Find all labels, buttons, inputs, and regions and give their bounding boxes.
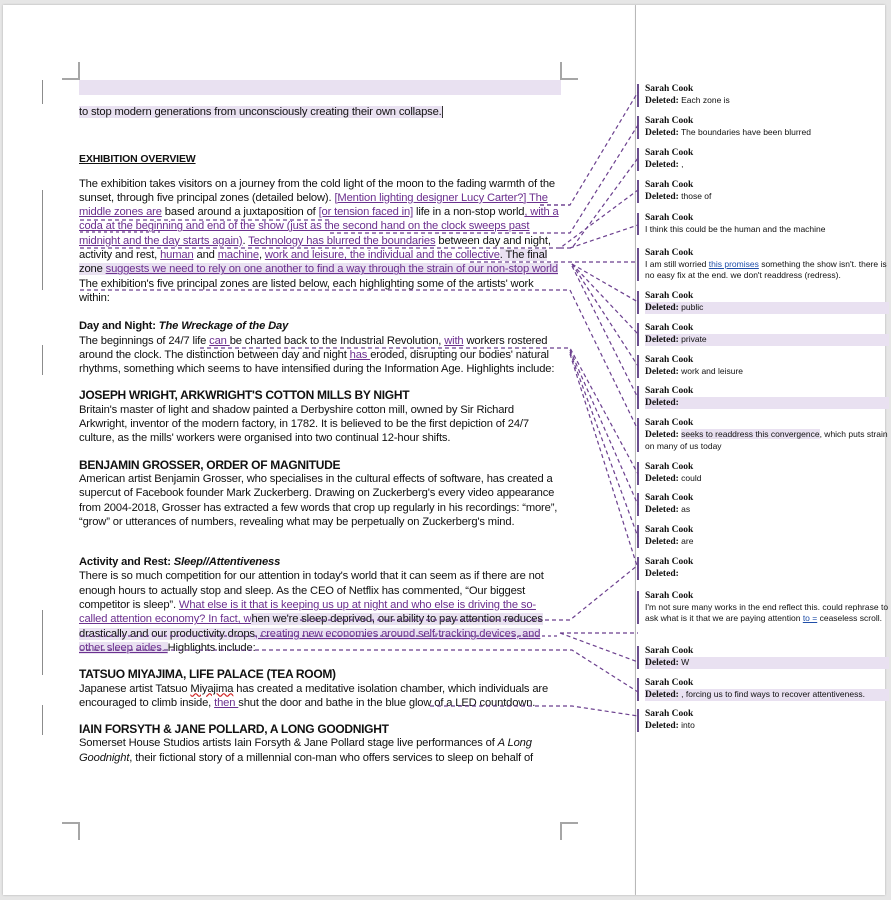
tracked-insertion[interactable]: [or tension faced in] xyxy=(318,206,414,219)
zone-paragraph-day-night: The beginnings of 24/7 life can be charted back to the Industrial Revolution, with workers rostered around the clock. The distinction between day and night has eroded, disrupting our bodies' natural rhythms, something which seems to have intensified during the Information Age. Highlights include: xyxy=(79,334,555,376)
tracked-insertion[interactable]: machine xyxy=(217,249,259,262)
revision-balloon[interactable]: Sarah Cook Deleted: Each zone is xyxy=(637,84,889,107)
spelling-error[interactable]: Miyajima xyxy=(190,682,234,695)
revision-balloon[interactable]: Sarah Cook Deleted: xyxy=(637,557,889,580)
overview-paragraph: The exhibition takes visitors on a journey from the cold light of the moon to the fading warmth of the sunset, through five principal zones (detailed below). [Mention lighting designer Lucy Carter?] The middle zones are based around a juxtaposition of [or tension faced in] life in a non-stop world, with a coda at the beginning and end of the show (just as the second hand on the clock sweeps past midnight and the day starts again). Technology has blurred the boundaries between day and night, activity and rest, human and machine, work and leisure, the individual and the collective. The final zone suggests we need to rely on one another to find a way through the strain of our non-stop world xyxy=(79,177,559,276)
tracked-insertion[interactable]: work and leisure, the individual and the collective xyxy=(264,249,500,262)
revision-balloon[interactable]: Sarah Cook Deleted: are xyxy=(637,525,889,548)
revision-balloon[interactable]: Sarah Cook Deleted: into xyxy=(637,709,889,732)
overview-zones-intro: The exhibition's five principal zones are listed below, each highlighting some of the artists' work within: xyxy=(79,277,534,304)
revision-balloon[interactable]: Sarah Cook Deleted: public xyxy=(637,291,889,314)
tracked-insertion[interactable]: with xyxy=(444,334,464,347)
section-heading-overview: EXHIBITION OVERVIEW xyxy=(79,153,196,166)
tracked-insertion[interactable]: , creating new economies around self-tracking devices, and other sleep aides. xyxy=(79,627,541,654)
artist-paragraph: Britain's master of light and shadow painted a Derbyshire cotton mill, owned by Sir Richard Arkwright, inventor of the modern factory, in 1782. It is believed to be the first depiction of 24/7 culture, as the mills' workers were organised into two continual 12-hour shifts. xyxy=(79,403,529,445)
tracked-insertion[interactable]: , with a coda at the beginning and end of the show (just as the second hand on the clock sweeps past midnight and the day starts again) xyxy=(79,206,559,247)
change-bar xyxy=(42,705,43,735)
revision-balloon[interactable]: Sarah Cook Deleted: , xyxy=(637,148,889,171)
zone-heading-activity-rest: Activity and Rest: Sleep//Attentiveness xyxy=(79,556,281,569)
change-bar xyxy=(42,345,43,375)
tracked-insertion[interactable]: then xyxy=(214,696,239,709)
zone-paragraph-activity-rest: There is so much competition for our attention in today's world that it can seem as if there are not enough hours to actually stop and sleep. As the CEO of Netflix has commented, “Our biggest competitor is sleep”. What else is it that is keeping us up at night and who else is driving the so-called attention economy? In fact, when we're sleep deprived, our ability to pay attention reduces drastically and our productivity drops, creating new economies around self-tracking devices, and other sleep aides. Highlights include: xyxy=(79,570,544,654)
artist-heading: IAIN FORSYTH & JANE POLLARD, A LONG GOODNIGHT xyxy=(79,722,389,737)
comment-link[interactable]: this promises xyxy=(708,259,759,269)
revision-balloon[interactable]: Sarah Cook Deleted: those of xyxy=(637,180,889,203)
change-bar xyxy=(42,610,43,675)
revision-balloon[interactable]: Sarah Cook Deleted: work and leisure xyxy=(637,355,889,378)
zone-heading-day-night: Day and Night: The Wreckage of the Day xyxy=(79,320,289,333)
revision-balloon[interactable]: Sarah Cook Deleted: seeks to readdress this convergence, which puts strain on many of us today xyxy=(637,418,889,452)
comment-balloon[interactable]: Sarah Cook I think this could be the human and the machine xyxy=(637,213,889,235)
revision-balloon[interactable]: Sarah Cook Deleted: as xyxy=(637,493,889,516)
intro-closing-line: to stop modern generations from unconsciously creating their own collapse. xyxy=(79,106,442,118)
document-body[interactable] xyxy=(79,80,561,765)
crop-mark-bottom-right xyxy=(560,822,578,840)
comment-link[interactable]: to = xyxy=(802,613,818,623)
text-cursor xyxy=(442,106,443,118)
comment-balloon[interactable]: Sarah Cook I'm not sure many works in the end reflect this. could rephrase to ask what is it that we are paying attention to = ceaseless scroll. xyxy=(637,591,889,624)
artist-paragraph: Somerset House Studios artists Iain Forsyth & Jane Pollard stage live performances of A Long Goodnight, their fictional story of a millennial con-man who offers services to sleep on behalf of xyxy=(79,737,533,764)
comment-balloon[interactable]: Sarah Cook I am still worried this promises something the show isn't. there is no easy fix at the end. we don't readdress (redress). xyxy=(637,248,889,281)
artist-paragraph: Japanese artist Tatsuo Miyajima has created a meditative isolation chamber, which individuals are encouraged to climb inside, then shut the door and bathe in the blue glow of a LED countdown. xyxy=(79,682,549,709)
revision-balloon[interactable]: Sarah Cook Deleted: could xyxy=(637,462,889,485)
artist-heading: BENJAMIN GROSSER, ORDER OF MAGNITUDE xyxy=(79,457,341,472)
revision-balloon[interactable]: Sarah Cook Deleted: , forcing us to find ways to recover attentiveness. xyxy=(637,678,889,701)
highlighted-empty-line xyxy=(79,80,561,95)
revision-balloon[interactable]: Sarah Cook Deleted: W xyxy=(637,646,889,669)
crop-mark-top-right xyxy=(560,62,578,80)
artist-heading: JOSEPH WRIGHT, ARKWRIGHT'S COTTON MILLS BY NIGHT xyxy=(79,388,410,403)
tracked-insertion[interactable]: suggests we need to rely on one another to find a way through the strain of our non-stop world xyxy=(105,263,558,276)
change-bar xyxy=(42,190,43,290)
tracked-insertion[interactable]: has xyxy=(349,348,371,361)
tracked-insertion[interactable]: human xyxy=(160,249,194,262)
revision-balloon[interactable]: Sarah Cook Deleted: xyxy=(637,386,889,409)
change-bar xyxy=(42,80,43,104)
revision-balloon[interactable]: Sarah Cook Deleted: private xyxy=(637,323,889,346)
tracked-insertion[interactable]: What else is it that is keeping us up at night and who else is driving the so-called attention economy? In fact, w xyxy=(79,599,536,626)
crop-mark-top-left xyxy=(62,62,80,80)
tracked-insertion[interactable]: can xyxy=(209,334,230,347)
tracked-insertion[interactable]: Technology has blurred the boundaries xyxy=(248,234,436,247)
crop-mark-bottom-left xyxy=(62,822,80,840)
tracked-insertion[interactable]: [Mention lighting designer Lucy Carter?] The middle zones are xyxy=(79,191,548,219)
artist-paragraph: American artist Benjamin Grosser, who specialises in the cultural effects of software, has created a supercut of Facebook founder Mark Zuckerberg. Drawing on Zuckerberg's every video appearance from 2004-2018, Grosser has extracted a few words that crop up regularly in his recordings: “more”, “grow” or utterances of numbers, revealing what may be perpetually on Zuckerberg's mind. xyxy=(79,472,558,528)
revision-balloon[interactable]: Sarah Cook Deleted: The boundaries have been blurred xyxy=(637,116,889,139)
artist-heading: TATSUO MIYAJIMA, LIFE PALACE (TEA ROOM) xyxy=(79,667,336,682)
